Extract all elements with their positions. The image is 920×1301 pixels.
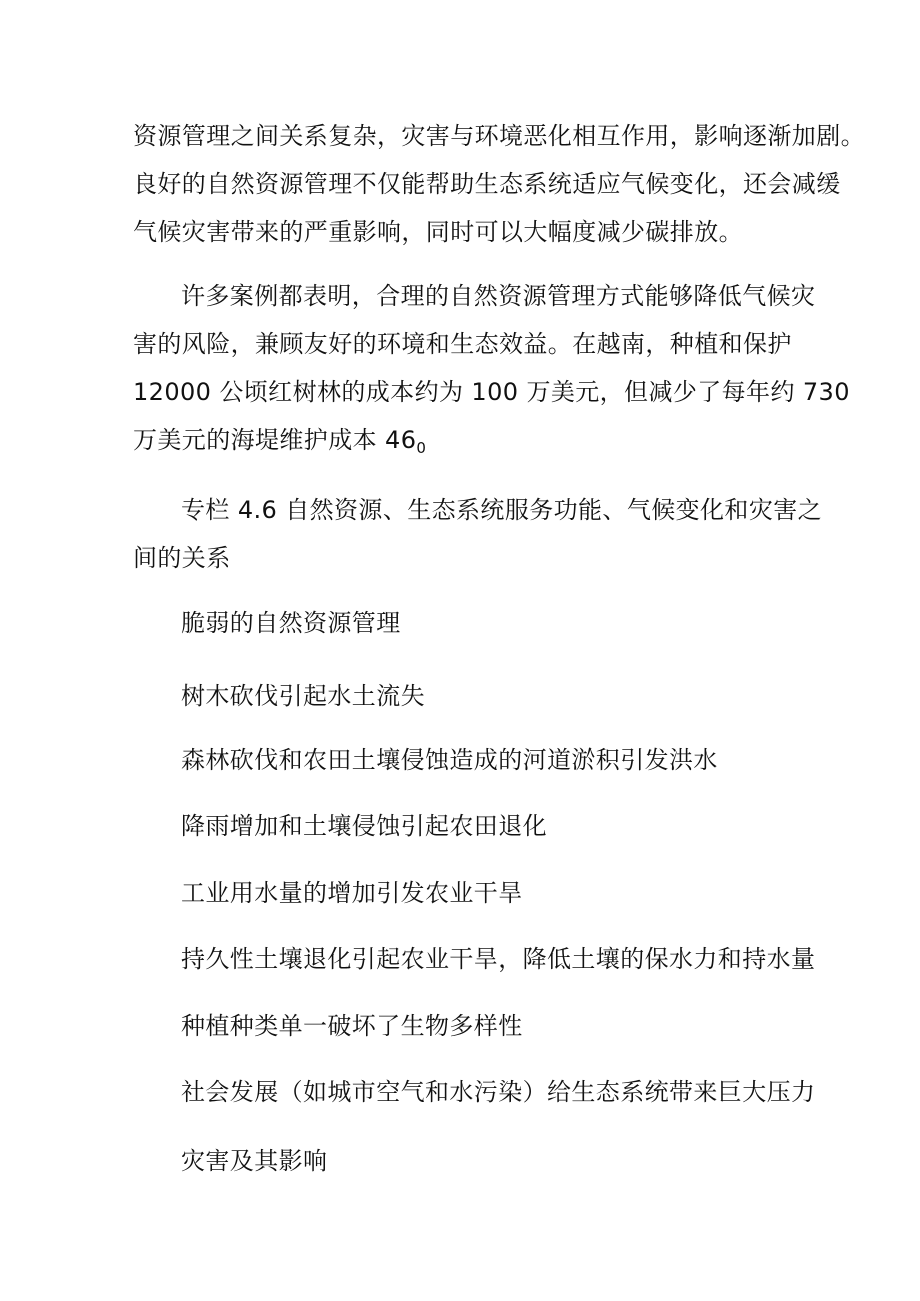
box-title	[133, 486, 823, 582]
list-item: 森林砍伐和农田土壤侵蚀造成的河道淤积引发洪水	[181, 746, 718, 774]
paragraph-resource-management	[133, 112, 865, 256]
list-item: 种植种类单一破坏了生物多样性	[181, 1012, 523, 1040]
paragraph-line: 害的风险，兼顾友好的环境和生态效益。在越南，种植和保护	[133, 330, 792, 358]
paragraph-line: 良好的自然资源管理不仅能帮助生态系统适应气候变化，还会减缓	[133, 170, 841, 198]
paragraph-line: 资源管理之间关系复杂，灾害与环境恶化相互作用，影响逐渐加剧。	[133, 122, 865, 150]
list-item: 灾害及其影响	[181, 1147, 328, 1175]
paragraph-case-studies	[133, 272, 850, 472]
paragraph-line: 许多案例都表明，合理的自然资源管理方式能够降低气候灾	[181, 282, 816, 310]
list-item: 降雨增加和土壤侵蚀引起农田退化	[181, 812, 547, 840]
list-item: 持久性土壤退化引起农业干旱，降低土壤的保水力和持水量	[181, 945, 816, 973]
box-title-line: 专栏 4.6 自然资源、生态系统服务功能、气候变化和灾害之	[181, 496, 823, 524]
list-item: 树木砍伐引起水土流失	[181, 682, 425, 710]
footnote-subscript: 0	[416, 439, 427, 457]
paragraph-line: 气候灾害带来的严重影响，同时可以大幅度减少碳排放。	[133, 218, 743, 246]
box-title-line: 间的关系	[133, 544, 231, 572]
paragraph-line-with-footnote	[133, 416, 793, 472]
paragraph-line-text: 万美元的海堤维护成本 46	[133, 426, 417, 454]
list-item: 工业用水量的增加引发农业干旱	[181, 879, 523, 907]
list-item: 脆弱的自然资源管理	[181, 609, 401, 637]
list-item: 社会发展（如城市空气和水污染）给生态系统带来巨大压力	[181, 1078, 816, 1106]
paragraph-line: 12000 公顷红树林的成本约为 100 万美元，但减少了每年约 730	[133, 378, 850, 406]
